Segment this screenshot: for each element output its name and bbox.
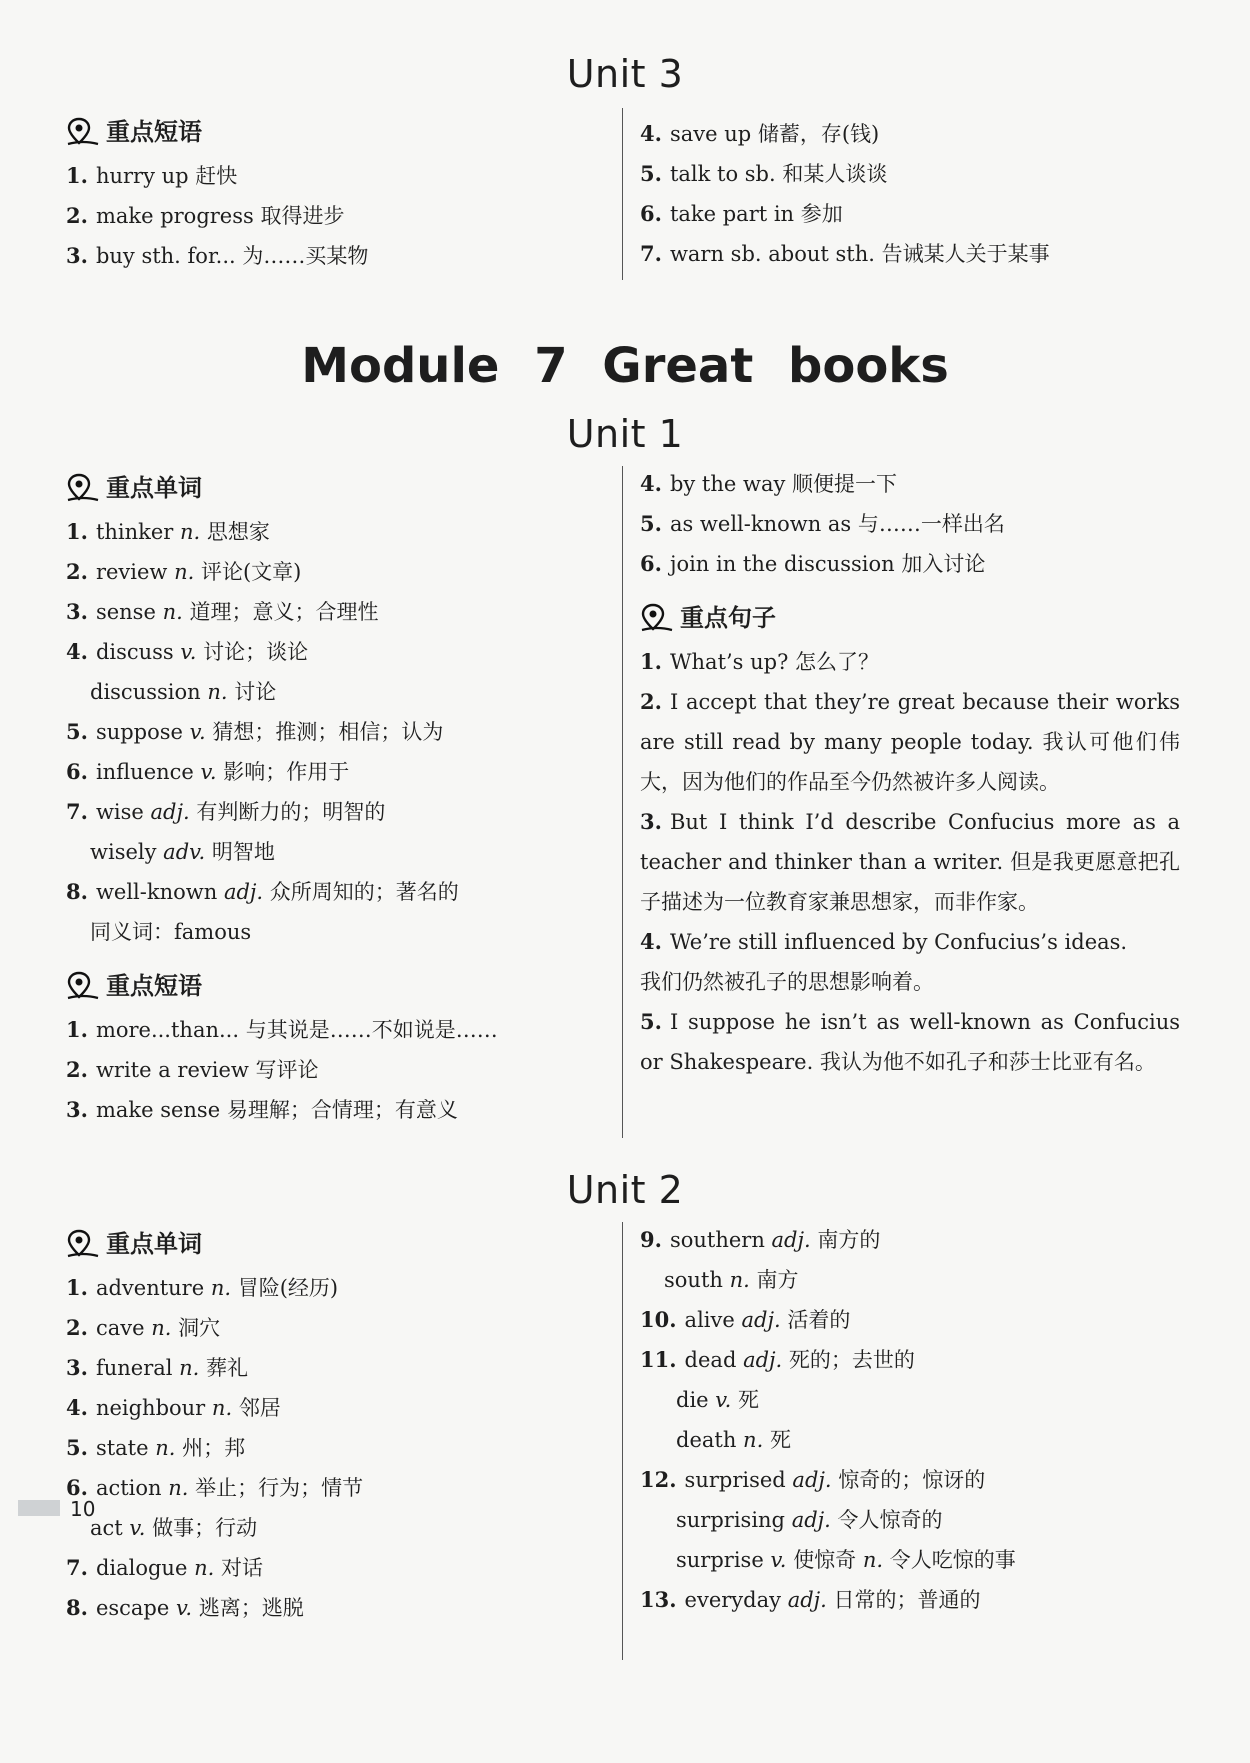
list-item: 8. well-known adj. 众所周知的；著名的 (66, 879, 459, 904)
unit2-title: Unit 2 (566, 1168, 684, 1212)
unit3-phrases-left (66, 110, 606, 276)
column-divider (622, 466, 623, 1138)
list-item: 3. buy sth. for... 为……买某物 (66, 243, 369, 268)
location-pin-icon (66, 117, 100, 147)
list-item: 2. cave n. 洞穴 (66, 1315, 221, 1340)
location-pin-icon (640, 603, 674, 633)
list-item: 12. surprised adj. 惊奇的；惊讶的 (640, 1467, 986, 1492)
list-item: 1. adventure n. 冒险(经历) (66, 1275, 339, 1300)
module-title: Module 7 Great books (301, 338, 949, 394)
location-pin-icon (66, 1229, 100, 1259)
section-header-label: 重点单词 (106, 474, 202, 502)
list-item: 6. influence v. 影响；作用于 (66, 759, 350, 784)
list-item: south n. 南方 (664, 1268, 799, 1292)
list-item: 5. talk to sb. 和某人谈谈 (640, 161, 888, 186)
list-item: 4. discuss v. 讨论；谈论 (66, 639, 309, 664)
section-header (66, 964, 606, 1008)
unit3-title: Unit 3 (566, 52, 684, 96)
list-item: 1. thinker n. 思想家 (66, 519, 270, 544)
section-header (66, 110, 606, 154)
location-pin-icon (66, 971, 100, 1001)
list-item: 7. dialogue n. 对话 (66, 1555, 263, 1580)
list-item: 1. more...than... 与其说是……不如说是…… (66, 1017, 498, 1042)
unit1-right-column (640, 464, 1180, 1082)
sentence-item: 1. What’s up? 怎么了？ (640, 649, 880, 674)
list-item: 4. save up 储蓄，存(钱) (640, 121, 880, 146)
list-item: 2. make progress 取得进步 (66, 203, 345, 228)
list-item: surprising adj. 令人惊奇的 (676, 1508, 943, 1532)
sentence-item: 3. But I think I’d describe Confucius more as a teacher and thinker than a writer. 但是我更愿意把孔子描述为一位教育家兼思想家，而非作家。 (640, 809, 1180, 914)
unit1-left-column (66, 466, 606, 1130)
list-item: discussion n. 讨论 (90, 680, 277, 704)
list-item: 5. state n. 州；邦 (66, 1435, 246, 1460)
list-item: 7. warn sb. about sth. 告诫某人关于某事 (640, 241, 1050, 266)
list-item: 3. make sense 易理解；合情理；有意义 (66, 1097, 458, 1122)
section-header-label: 重点句子 (680, 604, 776, 632)
list-item: 4. by the way 顺便提一下 (640, 471, 898, 496)
sentence-item: 2. I accept that they’re great because their works are still read by many people today. 我认可他们伟大，因为他们的作品至今仍然被许多人阅读。 (640, 689, 1180, 794)
list-item: die v. 死 (676, 1388, 760, 1412)
list-item: surprise v. 使惊奇 n. 令人吃惊的事 (676, 1548, 1016, 1572)
unit2-right-column (640, 1220, 1180, 1620)
list-item: act v. 做事；行动 (90, 1516, 258, 1540)
location-pin-icon (66, 473, 100, 503)
list-item: 3. sense n. 道理；意义；合理性 (66, 599, 379, 624)
list-item: 10. alive adj. 活着的 (640, 1307, 851, 1332)
list-item: 6. take part in 参加 (640, 201, 843, 226)
column-divider (622, 1222, 623, 1660)
list-item: wisely adv. 明智地 (90, 840, 275, 864)
section-header (66, 466, 606, 510)
section-header-label: 重点单词 (106, 1230, 202, 1258)
list-item: 1. hurry up 赶快 (66, 163, 238, 188)
list-item: 13. everyday adj. 日常的；普通的 (640, 1587, 981, 1612)
list-item: 6. action n. 举止；行为；情节 (66, 1475, 364, 1500)
section-header (640, 596, 1180, 640)
section-header-label: 重点短语 (106, 972, 202, 1000)
sentence-item: 4. We’re still influenced by Confucius’s ideas. 我们仍然被孔子的思想影响着。 (640, 929, 1128, 994)
list-item: 3. funeral n. 葬礼 (66, 1355, 249, 1380)
page-number: 10 (70, 1497, 96, 1521)
page-tab-decoration (18, 1500, 60, 1516)
unit2-left-column (66, 1222, 606, 1628)
list-item: 2. review n. 评论(文章) (66, 559, 302, 584)
list-item: 2. write a review 写评论 (66, 1057, 319, 1082)
list-item: 9. southern adj. 南方的 (640, 1227, 881, 1252)
list-item: 4. neighbour n. 邻居 (66, 1395, 281, 1420)
list-item: 11. dead adj. 死的；去世的 (640, 1347, 915, 1372)
column-divider (622, 108, 623, 280)
list-item: 7. wise adj. 有判断力的；明智的 (66, 799, 386, 824)
sentence-item: 5. I suppose he isn’t as well-known as Confucius or Shakespeare. 我认为他不如孔子和莎士比亚有名。 (640, 1009, 1180, 1074)
list-item: 同义词：famous (90, 920, 252, 944)
section-header (66, 1222, 606, 1266)
section-header-label: 重点短语 (106, 118, 202, 146)
unit1-title: Unit 1 (566, 412, 684, 456)
list-item: 5. as well-known as 与……一样出名 (640, 511, 1005, 536)
list-item: 5. suppose v. 猜想；推测；相信；认为 (66, 719, 444, 744)
list-item: death n. 死 (676, 1428, 791, 1452)
list-item: 8. escape v. 逃离；逃脱 (66, 1595, 304, 1620)
unit3-phrases-right (640, 114, 1180, 274)
list-item: 6. join in the discussion 加入讨论 (640, 551, 986, 576)
